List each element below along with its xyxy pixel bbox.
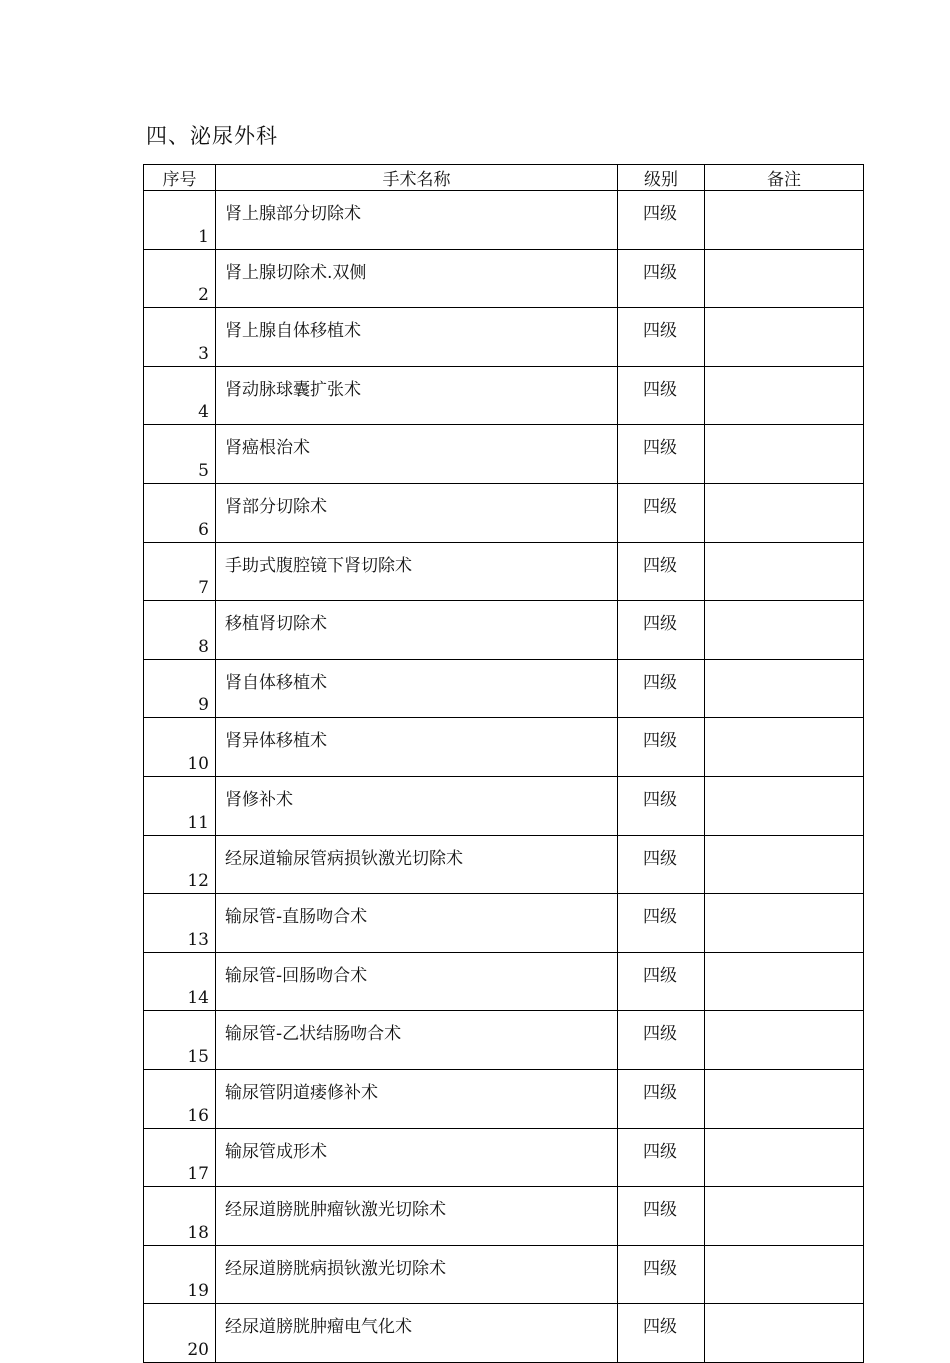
table-header-row: [144, 165, 864, 191]
surgery-level: 四级: [618, 1128, 705, 1187]
header-level: 级别: [618, 165, 705, 191]
surgery-remark: [705, 542, 864, 601]
row-number: 17: [144, 1128, 216, 1187]
surgery-level: 四级: [618, 659, 705, 718]
surgery-name: 手助式腹腔镜下肾切除术: [216, 542, 618, 601]
surgery-level: 四级: [618, 601, 705, 660]
row-number: 5: [144, 425, 216, 484]
row-number: 8: [144, 601, 216, 660]
table-row: [144, 366, 864, 425]
header-remark: 备注: [705, 165, 864, 191]
row-number: 10: [144, 718, 216, 777]
table-body: [144, 191, 864, 1363]
surgery-remark: [705, 1245, 864, 1304]
table-row: [144, 1187, 864, 1246]
surgery-level: 四级: [618, 425, 705, 484]
surgery-name: 经尿道膀胱病损钬激光切除术: [216, 1245, 618, 1304]
surgery-name: 输尿管成形术: [216, 1128, 618, 1187]
table-row: [144, 191, 864, 250]
surgery-level: 四级: [618, 483, 705, 542]
surgery-level: 四级: [618, 718, 705, 777]
row-number: 3: [144, 308, 216, 367]
surgery-name: 肾上腺部分切除术: [216, 191, 618, 250]
surgery-remark: [705, 776, 864, 835]
surgery-remark: [705, 1304, 864, 1363]
table-row: [144, 601, 864, 660]
surgery-remark: [705, 601, 864, 660]
surgery-name: 肾动脉球囊扩张术: [216, 366, 618, 425]
row-number: 7: [144, 542, 216, 601]
surgery-name: 肾部分切除术: [216, 483, 618, 542]
surgery-name: 经尿道膀胱肿瘤电气化术: [216, 1304, 618, 1363]
table-row: [144, 1128, 864, 1187]
table-row: [144, 659, 864, 718]
surgery-remark: [705, 308, 864, 367]
row-number: 11: [144, 776, 216, 835]
row-number: 20: [144, 1304, 216, 1363]
header-name: 手术名称: [216, 165, 618, 191]
surgery-name: 输尿管阴道瘘修补术: [216, 1069, 618, 1128]
surgery-name: 肾上腺切除术.双侧: [216, 249, 618, 308]
row-number: 2: [144, 249, 216, 308]
table-row: [144, 894, 864, 953]
surgery-level: 四级: [618, 1069, 705, 1128]
surgery-level: 四级: [618, 542, 705, 601]
table-row: [144, 542, 864, 601]
surgery-name: 肾修补术: [216, 776, 618, 835]
surgery-level: 四级: [618, 776, 705, 835]
surgery-name: 肾癌根治术: [216, 425, 618, 484]
surgery-name: 移植肾切除术: [216, 601, 618, 660]
table-row: [144, 952, 864, 1011]
row-number: 18: [144, 1187, 216, 1246]
surgery-level: 四级: [618, 952, 705, 1011]
table-row: [144, 1304, 864, 1363]
surgery-name: 肾异体移植术: [216, 718, 618, 777]
surgery-remark: [705, 952, 864, 1011]
surgery-name: 经尿道膀胱肿瘤钬激光切除术: [216, 1187, 618, 1246]
surgery-table: [143, 164, 864, 1363]
surgery-name: 肾自体移植术: [216, 659, 618, 718]
surgery-remark: [705, 718, 864, 777]
surgery-remark: [705, 366, 864, 425]
table-row: [144, 425, 864, 484]
surgery-name: 输尿管-乙状结肠吻合术: [216, 1011, 618, 1070]
row-number: 12: [144, 835, 216, 894]
surgery-remark: [705, 191, 864, 250]
header-no: 序号: [144, 165, 216, 191]
surgery-name: 输尿管-直肠吻合术: [216, 894, 618, 953]
table-row: [144, 1069, 864, 1128]
surgery-name: 肾上腺自体移植术: [216, 308, 618, 367]
row-number: 9: [144, 659, 216, 718]
surgery-remark: [705, 1128, 864, 1187]
surgery-remark: [705, 835, 864, 894]
table-row: [144, 1245, 864, 1304]
surgery-remark: [705, 1069, 864, 1128]
table-row: [144, 776, 864, 835]
row-number: 4: [144, 366, 216, 425]
table-row: [144, 718, 864, 777]
table-row: [144, 308, 864, 367]
surgery-level: 四级: [618, 1011, 705, 1070]
surgery-remark: [705, 483, 864, 542]
table-row: [144, 1011, 864, 1070]
row-number: 15: [144, 1011, 216, 1070]
row-number: 14: [144, 952, 216, 1011]
surgery-level: 四级: [618, 835, 705, 894]
surgery-level: 四级: [618, 308, 705, 367]
surgery-level: 四级: [618, 249, 705, 308]
surgery-remark: [705, 659, 864, 718]
table-row: [144, 483, 864, 542]
row-number: 19: [144, 1245, 216, 1304]
surgery-remark: [705, 1187, 864, 1246]
surgery-remark: [705, 425, 864, 484]
surgery-remark: [705, 894, 864, 953]
surgery-name: 经尿道输尿管病损钬激光切除术: [216, 835, 618, 894]
surgery-level: 四级: [618, 366, 705, 425]
surgery-level: 四级: [618, 1245, 705, 1304]
table-row: [144, 249, 864, 308]
row-number: 1: [144, 191, 216, 250]
surgery-name: 输尿管-回肠吻合术: [216, 952, 618, 1011]
surgery-remark: [705, 249, 864, 308]
table-row: [144, 835, 864, 894]
row-number: 16: [144, 1069, 216, 1128]
row-number: 13: [144, 894, 216, 953]
surgery-level: 四级: [618, 191, 705, 250]
surgery-level: 四级: [618, 1304, 705, 1363]
section-title: 四、泌尿外科: [146, 124, 278, 148]
row-number: 6: [144, 483, 216, 542]
surgery-remark: [705, 1011, 864, 1070]
surgery-level: 四级: [618, 894, 705, 953]
surgery-level: 四级: [618, 1187, 705, 1246]
